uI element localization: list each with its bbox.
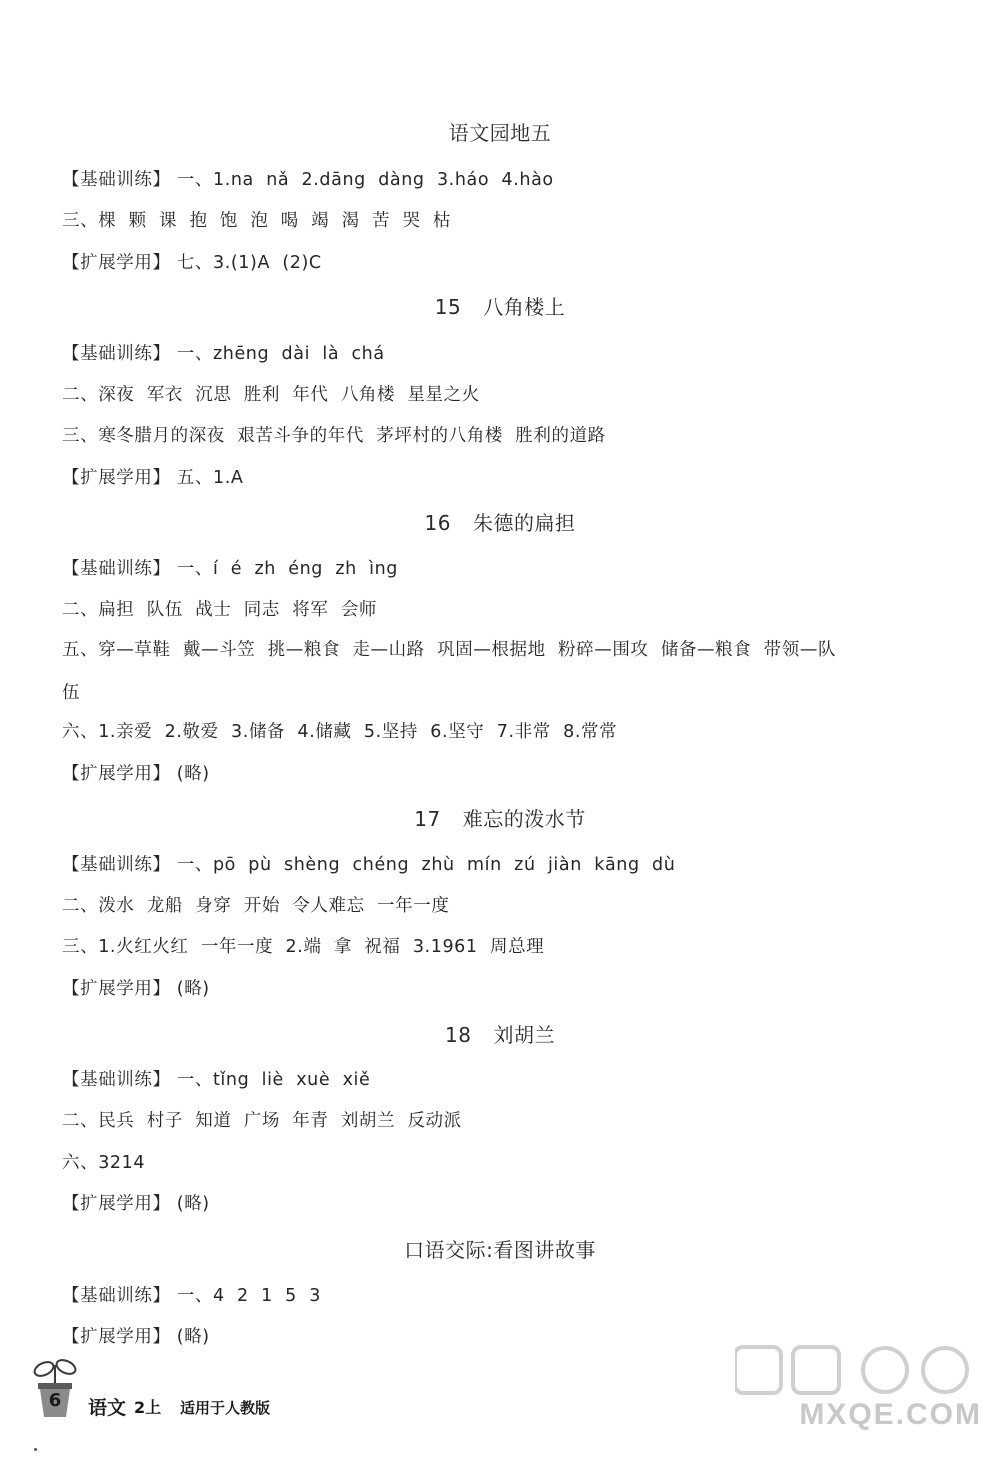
answer-line: 伍	[62, 683, 81, 703]
subject-label: 语文	[88, 1397, 127, 1419]
page-number: 6	[48, 1390, 62, 1411]
grade-label: 2上	[134, 1398, 162, 1417]
section-title-yuwen-yuandi-5	[0, 117, 1000, 146]
section-title-18	[0, 1019, 1000, 1048]
answer-line: 【扩展学用】 (略)	[62, 979, 210, 999]
answer-line: 六、1.亲爱 2.敬爱 3.储备 4.储藏 5.坚持 6.坚守 7.非常 8.常常	[62, 722, 618, 742]
page-footer	[30, 1355, 330, 1419]
answer-line: 二、深夜 军衣 沉思 胜利 年代 八角楼 星星之火	[62, 385, 480, 405]
answer-line: 【基础训练】 一、1.na nǎ 2.dāng dàng 3.háo 4.hào	[62, 170, 554, 190]
edition-label: 适用于人教版	[180, 1399, 271, 1417]
answer-line: 【基础训练】 一、pō pù shèng chéng zhù mín zú jiàn kāng dù	[62, 855, 676, 875]
answer-line: 二、民兵 村子 知道 广场 年青 刘胡兰 反动派	[62, 1111, 462, 1131]
watermark-text: MXQE.COM	[799, 1398, 982, 1431]
section-title-text: 朱德的扁担	[472, 511, 576, 535]
answer-line: 六、3214	[62, 1153, 146, 1173]
answer-line: 【基础训练】 一、4 2 1 5 3	[62, 1286, 321, 1306]
answer-line: 五、穿—草鞋 戴—斗笠 挑—粮食 走—山路 巩固—根据地 粉碎—围攻 储备—粮食 带领—队	[62, 640, 837, 660]
lesson-number: 18	[445, 1023, 472, 1047]
answer-line: 【扩展学用】 七、3.(1)A (2)C	[62, 253, 322, 273]
answer-line: 【扩展学用】 (略)	[62, 764, 210, 784]
section-title-text: 难忘的泼水节	[462, 807, 586, 831]
answer-line: 二、泼水 龙船 身穿 开始 令人难忘 一年一度	[62, 896, 450, 916]
section-title-text: 八角楼上	[483, 295, 566, 319]
section-title-oral-communication	[0, 1234, 1000, 1263]
section-title-15	[0, 291, 1000, 320]
section-title-16	[0, 507, 1000, 536]
section-title-text: 刘胡兰	[493, 1023, 555, 1047]
watermark-logo	[735, 1345, 975, 1395]
answer-line: 【扩展学用】 (略)	[62, 1194, 210, 1214]
answer-line: 【基础训练】 一、zhēng dài là chá	[62, 344, 385, 364]
lesson-number: 17	[414, 807, 441, 831]
section-title-text: 口语交际:看图讲故事	[404, 1238, 596, 1262]
page-dot	[34, 1448, 37, 1451]
section-title-text: 语文园地五	[448, 121, 552, 145]
answer-line: 【扩展学用】 (略)	[62, 1327, 210, 1347]
answer-line: 【基础训练】 一、tǐng liè xuè xiě	[62, 1070, 371, 1090]
answer-line: 三、寒冬腊月的深夜 艰苦斗争的年代 茅坪村的八角楼 胜利的道路	[62, 426, 606, 446]
answer-line: 【基础训练】 一、í é zh éng zh ìng	[62, 559, 399, 579]
answer-line: 三、1.火红火红 一年一度 2.端 拿 祝福 3.1961 周总理	[62, 937, 545, 957]
lesson-number: 16	[424, 511, 451, 535]
lesson-number: 15	[434, 295, 462, 319]
answer-line: 【扩展学用】 五、1.A	[62, 468, 244, 488]
answer-line: 三、棵 颗 课 抱 饱 泡 喝 竭 渴 苦 哭 枯	[62, 211, 451, 231]
answer-line: 二、扁担 队伍 战士 同志 将军 会师	[62, 600, 378, 620]
section-title-17	[0, 803, 1000, 832]
